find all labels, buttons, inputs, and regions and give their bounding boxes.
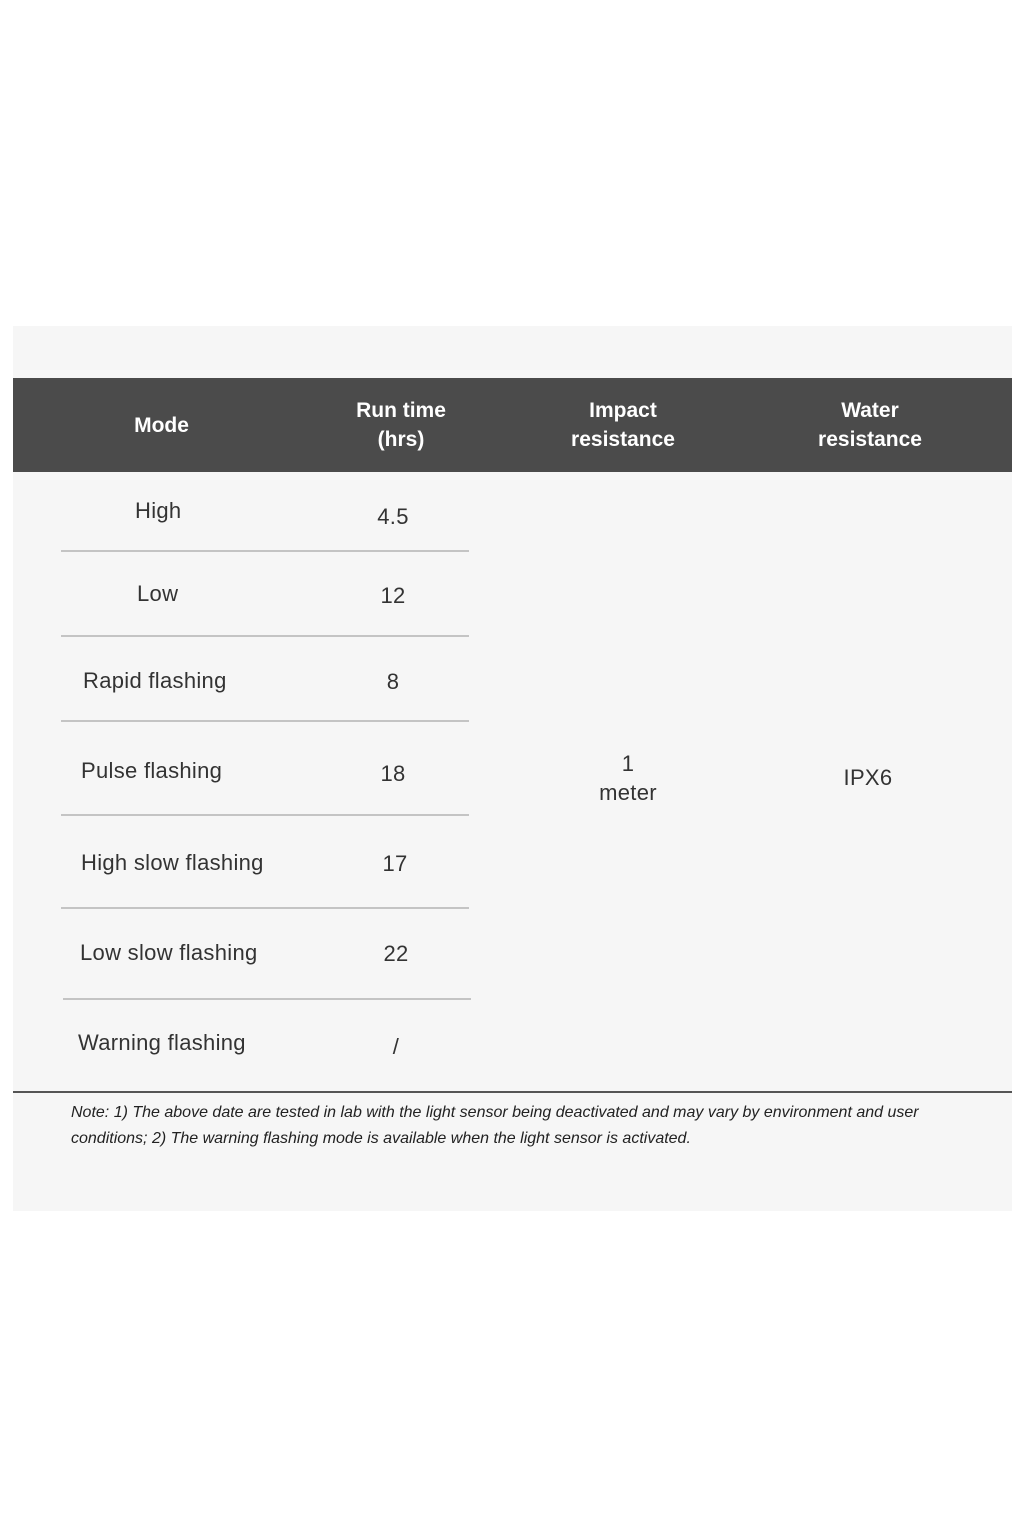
- row-divider: [63, 998, 471, 1000]
- header-water-resistance: Water resistance: [818, 399, 922, 451]
- run-time-cell: 18: [380, 761, 406, 786]
- mode-cell: Low slow flashing: [80, 940, 258, 965]
- header-impact-resistance: Impact resistance: [571, 399, 675, 451]
- row-divider: [61, 907, 469, 909]
- mode-cell: High slow flashing: [81, 850, 264, 875]
- row-divider: [61, 635, 469, 637]
- run-time-cell: 12: [380, 583, 406, 608]
- spec-table-panel: [13, 326, 1012, 1211]
- impact-resistance-value: 1 meter: [599, 751, 657, 805]
- row-divider: [61, 814, 469, 816]
- mode-cell: Low: [137, 581, 179, 606]
- table-bottom-rule: [13, 1091, 1012, 1093]
- run-time-cell: 4.5: [377, 504, 409, 529]
- run-time-cell: 8: [386, 669, 400, 694]
- run-time-cell: 17: [382, 851, 408, 876]
- footnote: Note: 1) The above date are tested in lab with the light sensor being deactivated and may vary by environment and user conditions; 2) The warning flashing mode is available when the light sensor is activated.: [71, 1104, 919, 1147]
- header-run-time: Run time (hrs): [356, 399, 446, 451]
- mode-cell: High: [135, 498, 182, 523]
- row-divider: [61, 550, 469, 552]
- run-time-cell: 22: [383, 941, 409, 966]
- water-resistance-value: IPX6: [843, 765, 893, 790]
- header-mode: Mode: [134, 413, 189, 437]
- table-header: [13, 378, 1012, 472]
- row-divider: [61, 720, 469, 722]
- mode-cell: Pulse flashing: [81, 758, 223, 783]
- run-time-cell: /: [392, 1034, 400, 1059]
- mode-cell: Warning flashing: [78, 1030, 246, 1055]
- mode-cell: Rapid flashing: [83, 668, 227, 693]
